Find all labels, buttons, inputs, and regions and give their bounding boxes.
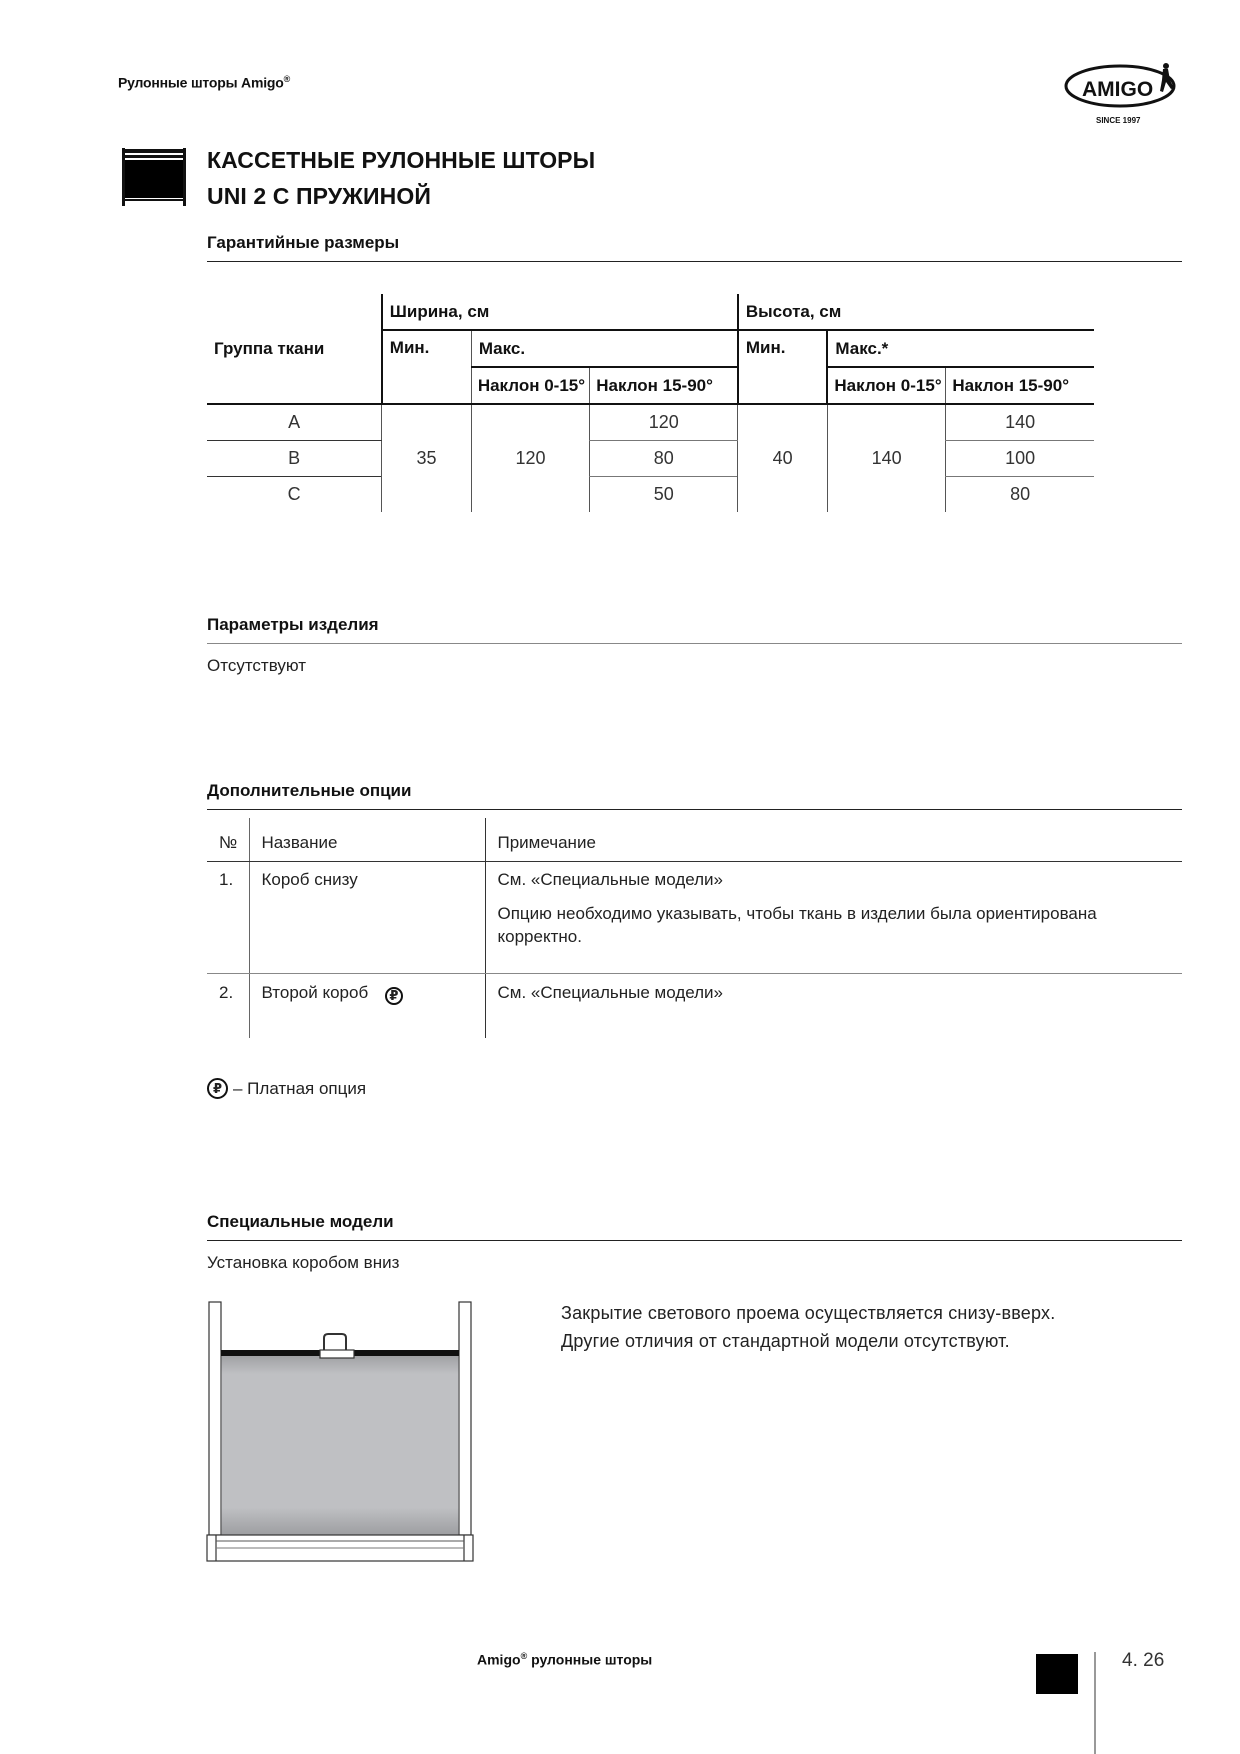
col-header-note: Примечание: [485, 818, 1182, 862]
title-line-2: UNI 2 С ПРУЖИНОЙ: [207, 183, 432, 209]
option-note: См. «Специальные модели»: [485, 974, 1182, 1038]
table-row: [207, 974, 1182, 1038]
section-heading-options: Дополнительные опции: [207, 781, 1182, 810]
special-description-line-1: Закрытие светового проема осуществляется снизу-вверх.: [561, 1303, 1056, 1323]
cell-width-max-15-90: 80: [590, 441, 738, 477]
header-height-max: Макс.*: [827, 330, 1094, 367]
registered-mark: ®: [520, 1651, 528, 1661]
special-description: [561, 1299, 1055, 1355]
page-number: 4. 26: [1122, 1650, 1165, 1671]
option-note: [485, 862, 1182, 974]
guarantee-sizes-table: [207, 294, 1094, 512]
bottom-mounted-cassette-blind-illustration: [206, 1300, 474, 1562]
title-line-1: КАССЕТНЫЕ РУЛОННЫЕ ШТОРЫ: [207, 147, 596, 173]
special-description-line-2: Другие отличия от стандартной модели отсутствуют.: [561, 1331, 1010, 1351]
cell-group: A: [207, 404, 382, 441]
col-header-name: Название: [249, 818, 485, 862]
header-height-min: Мин.: [738, 330, 828, 404]
cell-height-max-15-90: 100: [946, 441, 1094, 477]
cell-width-max-15-90: 50: [590, 477, 738, 513]
logo-tagline: SINCE 1997: [1096, 116, 1141, 125]
header-width-min: Мин.: [382, 330, 472, 404]
section-heading-guarantee: Гарантийные размеры: [207, 233, 1182, 262]
paid-option-icon: ₽: [207, 1078, 228, 1099]
header-height: Высота, см: [738, 294, 1094, 330]
header-height-tilt-15-90: Наклон 15-90°: [946, 367, 1094, 404]
table-row: [207, 862, 1182, 974]
cell-group: B: [207, 441, 382, 477]
paid-option-legend-text: – Платная опция: [233, 1078, 367, 1098]
registered-mark: ®: [283, 74, 291, 84]
table-row: [207, 477, 1094, 513]
option-note-line: См. «Специальные модели»: [497, 870, 723, 889]
footer-text-rest: рулонные шторы: [527, 1651, 653, 1668]
col-header-number: №: [207, 818, 249, 862]
cassette-roller-blind-icon: [120, 148, 188, 206]
cell-width-max-0-15: 120: [471, 404, 589, 512]
cell-height-max-15-90: 140: [946, 404, 1094, 441]
paid-option-legend: [207, 1078, 366, 1099]
option-number: 2.: [219, 983, 234, 1002]
page-title: [207, 142, 595, 214]
option-name-cell: [249, 974, 485, 1038]
table-row: [207, 404, 1094, 441]
running-head-text: Рулонные шторы Amigo: [118, 74, 284, 91]
section-heading-params: Параметры изделия: [207, 615, 1182, 644]
params-text: Отсутствуют: [207, 656, 307, 675]
cell-height-max-0-15: 140: [827, 404, 945, 512]
table-row: [207, 441, 1094, 477]
amigo-logo-icon: [1062, 58, 1187, 130]
special-subheading: Установка коробом вниз: [207, 1253, 400, 1272]
footer-divider: [1094, 1652, 1096, 1754]
option-note-detail: Опцию необходимо указывать, чтобы ткань в изделии была ориентирована корректно.: [497, 904, 1097, 946]
cell-height-max-15-90: 80: [946, 477, 1094, 513]
paid-option-icon: ₽: [385, 987, 403, 1005]
option-number: 1.: [207, 862, 249, 974]
header-width: Ширина, см: [382, 294, 738, 330]
cell-width-min: 35: [382, 404, 472, 512]
cell-group: C: [287, 484, 301, 504]
option-name: Второй короб: [261, 983, 369, 1002]
footer-text: [477, 1651, 652, 1668]
logo-brand: AMIGO: [1082, 78, 1154, 101]
section-heading-special: Специальные модели: [207, 1212, 1182, 1241]
running-head: [118, 74, 290, 91]
header-width-tilt-0-15: Наклон 0-15°: [471, 367, 589, 404]
header-height-tilt-0-15: Наклон 0-15°: [827, 367, 945, 404]
cell-width-max-15-90: 120: [590, 404, 738, 441]
footer-brand: Amigo: [477, 1651, 521, 1668]
header-width-max: Макс.: [471, 330, 738, 367]
options-table: [207, 818, 1182, 1038]
cell-height-min: 40: [738, 404, 828, 512]
header-width-tilt-15-90: Наклон 15-90°: [590, 367, 738, 404]
section-marker-block: [1036, 1654, 1078, 1694]
header-fabric-group: Группа ткани: [207, 294, 382, 404]
option-name: Короб снизу: [249, 862, 485, 974]
options-header-row: [207, 818, 1182, 862]
